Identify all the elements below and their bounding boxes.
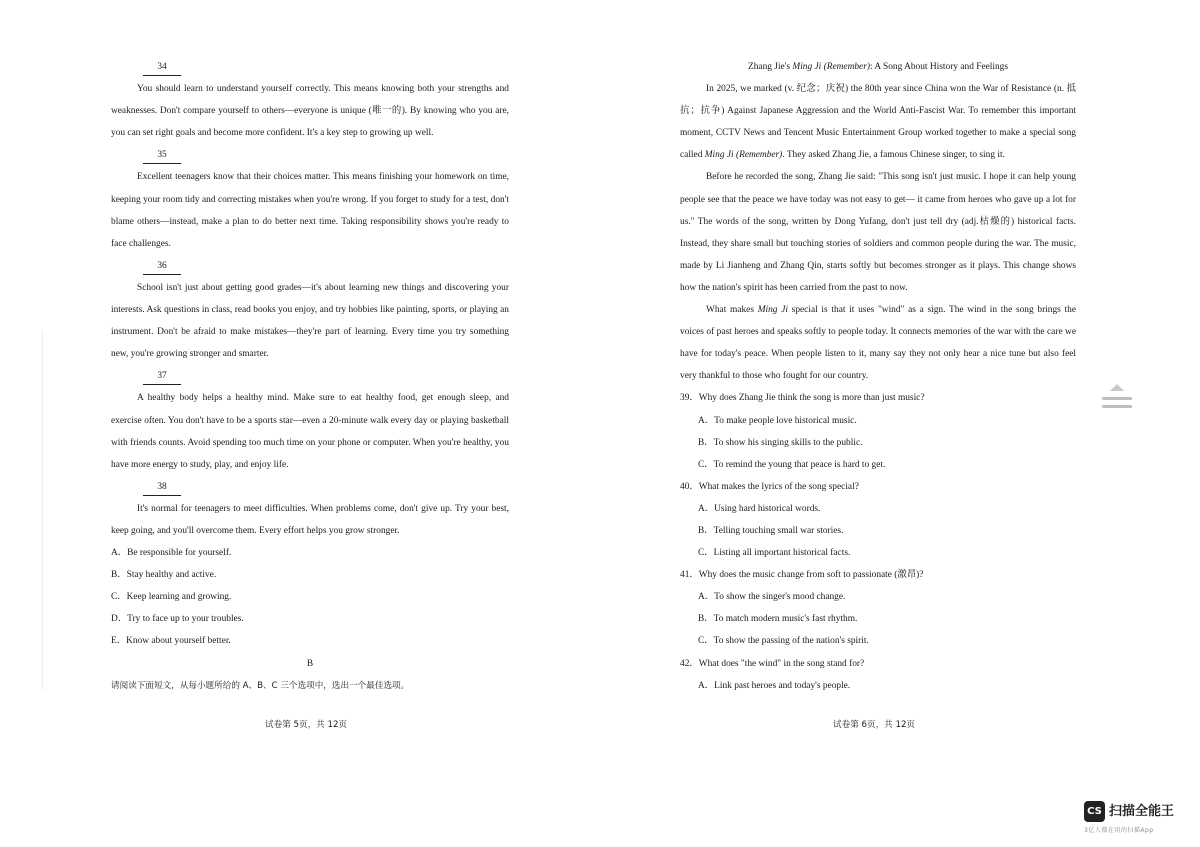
choice: A．To show the singer's mood change. [698,592,846,603]
choice: B．To match modern music's fast rhythm. [698,614,858,625]
left-item-35 [111,144,509,254]
left-item-36 [111,255,509,365]
song-title-italic: Ming Ji (Remember) [792,62,870,72]
floating-menu-button[interactable] [1100,384,1134,428]
watermark-tagline: 3亿人都在用的扫描App [1084,827,1154,834]
choice: A．To make people love historical music. [698,415,857,426]
choice: B．Telling touching small war stories. [698,525,844,536]
menu-bar-icon [1102,405,1132,408]
choice: C．Listing all important historical facts. [698,548,851,559]
blank-number: 36 [143,258,181,275]
blank-number: 34 [143,59,181,76]
paragraph: You should learn to understand yourself correctly. This means knowing both your strengths and weaknesses. Don't compare yourself to others—everyone is unique (唯一的). By knowing who you are, you can set right goals and become more confident. It's a key step to growing up well. [111,84,509,139]
article-title: Zhang Jie's Ming Ji (Remember): A Song About History and Feelings [748,62,1008,72]
option-c: C．Keep learning and growing. [111,592,232,603]
left-item-38 [111,476,509,542]
left-item-37 [111,365,509,475]
page-footer-right: 试卷第 6页，共 12页 [833,720,916,730]
blank-number: 37 [143,368,181,385]
paragraph: A healthy body helps a healthy mind. Make sure to eat healthy food, get enough sleep, and exercise often. You don't have to be a sports star—even a 20-minute walk every day or playing basketball with friends counts. Avoid spending too much time on your phone or computer. When you're healthy, you have more energy to study, play, and enjoy life. [111,393,509,470]
question-41: 41．Why does the music change from soft to passionate (激昂)? [680,570,924,581]
scan-edge-line [42,330,43,690]
menu-bar-icon [1102,397,1132,400]
choice: B．To show his singing skills to the public. [698,437,863,448]
paragraph: Excellent teenagers know that their choices matter. This means finishing your homework on time, keeping your room tidy and correcting mistakes when you're wrong. If you forget to study for a test, don't blame others—instead, make a plan to do better next time. Taking responsibility shows you're ready to face challenges. [111,172,509,249]
question-42: 42．What does "the wind" in the song stand for? [680,658,865,669]
paragraph-1: In 2025, we marked (v. 纪念；庆祝) the 80th year since China won the War of Resistance (n. 抵抗；抗争) Against Japanese Aggression and the World Anti-Fascist War. To remember this important moment, CCTV News and Tencent Music Entertainment Group worked together to make a special song called Ming Ji (Remember). They asked Zhang Jie, a famous Chinese singer, to sing it. [680,84,1076,161]
question-40: 40．What makes the lyrics of the song special? [680,481,859,492]
section-instruction: 请阅读下面短文，从每小题所给的 A、B、C 三个选项中，选出一个最佳选项。 [111,680,410,691]
section-letter: B [306,658,314,669]
option-d: D．Try to face up to your troubles. [111,614,244,625]
option-e: E．Know about yourself better. [111,636,231,647]
scroll-up-icon [1110,384,1124,391]
page-footer-left: 试卷第 5页，共 12页 [265,720,348,730]
camscanner-logo-icon: CS [1084,801,1105,822]
question-39: 39．Why does Zhang Jie think the song is more than just music? [680,393,925,404]
blank-number: 35 [143,147,181,164]
option-a: A．Be responsible for yourself. [111,548,232,559]
paragraph: It's normal for teenagers to meet difficulties. When problems come, don't give up. Try your best, keep going, and you'll overcome them. Every effort helps you grow stronger. [111,503,509,536]
option-b: B．Stay healthy and active. [111,570,217,581]
paragraph-2: Before he recorded the song, Zhang Jie said: "This song isn't just music. I hope it can help young people see that the peace we have today was not easy to get— it came from heroes who gave up a lot for us." The words of the song, written by Dong Yufang, don't just tell dry (adj.枯燥的) historical facts. Instead, they share small but touching stories of soldiers and common people during the war. The music, made by Li Jianheng and Zhang Qin, starts softly but becomes stronger as it plays. This change shows how the nation's spirit has been carried from the past to now. [680,172,1076,293]
blank-number: 38 [143,479,181,496]
right-page [680,56,1076,697]
choice: C．To show the passing of the nation's spirit. [698,636,869,647]
paragraph-3: What makes Ming Ji special is that it uses "wind" as a sign. The wind in the song brings the voices of past heroes and speaks softly to people today. It connects memories of the war with the care we have for today's peace. When people listen to it, many say they not only hear a nice tune but also feel very thankful to those who fought for our country. [680,305,1076,382]
paragraph: School isn't just about getting good grades—it's about learning new things and discovering your interests. Ask questions in class, read books you enjoy, and try hobbies like painting, sports, or playing an instrument. Don't be afraid to make mistakes—they're part of learning. Every time you try something new, you're growing stronger and smarter. [111,282,509,360]
left-item-34 [111,56,509,144]
watermark-name: 扫描全能王 [1109,804,1175,819]
left-page [111,56,509,697]
choice: C．To remind the young that peace is hard to get. [698,459,886,470]
choice: A．Link past heroes and today's people. [698,680,851,691]
choice: A．Using hard historical words. [698,503,821,514]
camscanner-watermark [1084,798,1194,838]
